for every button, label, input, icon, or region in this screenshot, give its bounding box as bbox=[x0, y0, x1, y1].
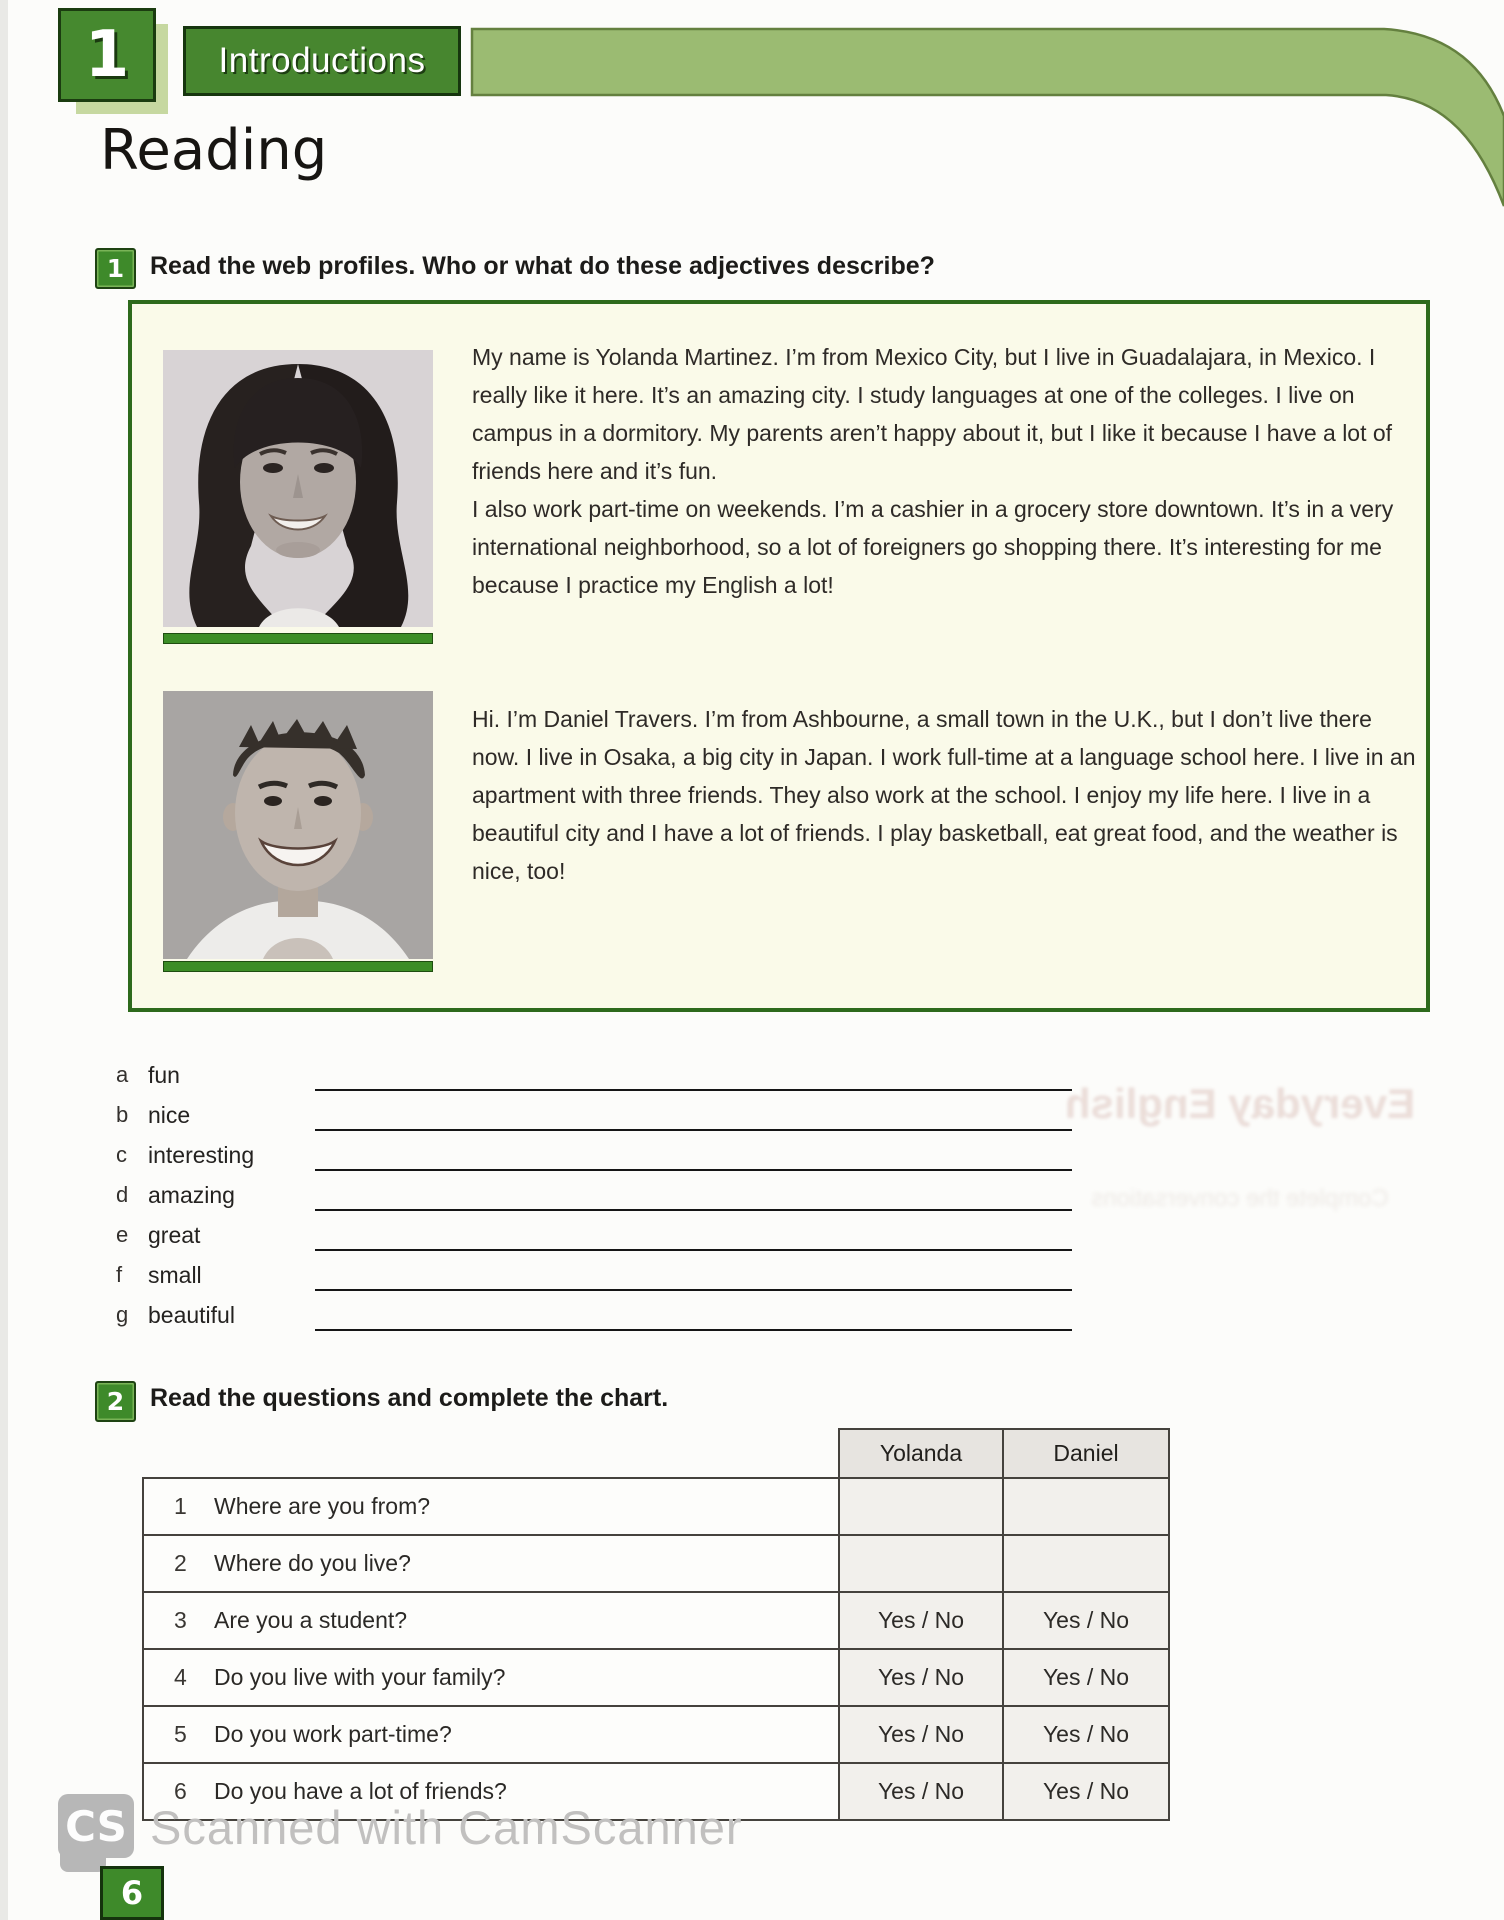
adjective-row bbox=[0, 1142, 1504, 1182]
web-profiles-card bbox=[128, 300, 1430, 1012]
unit-number: 1 bbox=[84, 18, 130, 92]
adjective-row bbox=[0, 1182, 1504, 1222]
question-cell bbox=[143, 1478, 839, 1535]
answer-blank-line bbox=[315, 1182, 1072, 1211]
chart-header-yolanda: Yolanda bbox=[839, 1429, 1003, 1478]
answer-cell-yolanda: Yes / No bbox=[839, 1763, 1003, 1820]
question-text: Do you work part-time? bbox=[214, 1721, 452, 1747]
question-number: 1 bbox=[174, 1493, 187, 1519]
adjective-letter: a bbox=[116, 1062, 129, 1087]
question-number: 6 bbox=[174, 1778, 187, 1804]
yolanda-portrait-icon bbox=[163, 350, 433, 627]
bleedthrough-line: Complete the conversations bbox=[1091, 1185, 1389, 1212]
answer-blank-line bbox=[315, 1102, 1072, 1131]
answer-cell-daniel bbox=[1003, 1478, 1169, 1535]
profile-photo-yolanda bbox=[163, 350, 433, 627]
bleedthrough-title: Everyday English bbox=[1064, 1080, 1416, 1127]
adjective-letter: g bbox=[116, 1302, 129, 1327]
page-number-box bbox=[100, 1866, 164, 1920]
answer-cell-yolanda: Yes / No bbox=[839, 1649, 1003, 1706]
chart-header-empty bbox=[143, 1429, 839, 1478]
adjective-letter: b bbox=[116, 1102, 129, 1127]
exercise2-badge bbox=[95, 1381, 136, 1422]
camscanner-logo-icon bbox=[58, 1794, 134, 1858]
question-cell bbox=[143, 1535, 839, 1592]
chart-row bbox=[143, 1535, 1169, 1592]
chart-row bbox=[143, 1706, 1169, 1763]
answer-cell-daniel bbox=[1003, 1535, 1169, 1592]
answer-blank-line bbox=[315, 1062, 1072, 1091]
section-title: Reading bbox=[100, 118, 328, 183]
questions-chart bbox=[142, 1428, 1170, 1821]
unit-number-box bbox=[58, 8, 156, 102]
adjective-letter: f bbox=[116, 1262, 123, 1287]
question-text: Where do you live? bbox=[214, 1550, 411, 1576]
adjective-row bbox=[0, 1062, 1504, 1102]
adjective-word: fun bbox=[148, 1062, 180, 1088]
answer-cell-yolanda bbox=[839, 1478, 1003, 1535]
question-text: Do you have a lot of friends? bbox=[214, 1778, 507, 1804]
exercise1-instruction: Read the web profiles. Who or what do these adjectives describe? bbox=[150, 252, 935, 280]
adjective-row bbox=[0, 1102, 1504, 1142]
adjective-word: amazing bbox=[148, 1182, 235, 1208]
chart-row bbox=[143, 1592, 1169, 1649]
yolanda-paragraph-1: My name is Yolanda Martinez. I’m from Mexico City, but I live in Guadalajara, in Mexico. I really like it here. It’s an amazing city. I study languages at one of the colleges. I live on campus in a dormitory. My parents aren’t happy about it, but I like it because I have a lot of friends here and it’s fun. bbox=[472, 344, 1393, 484]
adjective-word: beautiful bbox=[148, 1302, 235, 1328]
profile-text-daniel bbox=[472, 700, 1417, 890]
yolanda-paragraph-2: I also work part-time on weekends. I’m a cashier in a grocery store downtown. It’s in a very international neighborhood, so a lot of foreigners go shopping there. It’s interesting for me because I practice my English a lot! bbox=[472, 496, 1394, 598]
adjective-letter: e bbox=[116, 1222, 129, 1247]
question-cell bbox=[143, 1706, 839, 1763]
adjective-word: nice bbox=[148, 1102, 191, 1128]
exercise1-number: 1 bbox=[106, 254, 125, 283]
profile-photo-daniel bbox=[163, 691, 433, 959]
question-text: Do you live with your family? bbox=[214, 1664, 506, 1690]
answer-cell-yolanda: Yes / No bbox=[839, 1706, 1003, 1763]
answer-blank-line bbox=[315, 1302, 1072, 1331]
daniel-photo-underline bbox=[163, 961, 433, 972]
adjective-row bbox=[0, 1302, 1504, 1342]
answer-cell-yolanda: Yes / No bbox=[839, 1592, 1003, 1649]
answer-cell-daniel: Yes / No bbox=[1003, 1706, 1169, 1763]
exercise1-badge bbox=[95, 248, 136, 289]
answer-cell-yolanda bbox=[839, 1535, 1003, 1592]
adjective-letter: d bbox=[116, 1182, 129, 1207]
question-cell bbox=[143, 1592, 839, 1649]
daniel-portrait-icon bbox=[163, 691, 433, 959]
answer-cell-daniel: Yes / No bbox=[1003, 1763, 1169, 1820]
camscanner-watermark: Scanned with CamScanner bbox=[150, 1801, 743, 1854]
question-number: 2 bbox=[174, 1550, 187, 1576]
exercise2-number: 2 bbox=[106, 1387, 125, 1416]
answer-cell-daniel: Yes / No bbox=[1003, 1649, 1169, 1706]
adjective-row bbox=[0, 1262, 1504, 1302]
answer-blank-line bbox=[315, 1262, 1072, 1291]
answer-blank-line bbox=[315, 1142, 1072, 1171]
chart-header-daniel: Daniel bbox=[1003, 1429, 1169, 1478]
adjective-row bbox=[0, 1222, 1504, 1262]
unit-title-box bbox=[183, 26, 461, 96]
adjective-word: great bbox=[148, 1222, 201, 1248]
daniel-paragraph-1: Hi. I’m Daniel Travers. I’m from Ashbourne, a small town in the U.K., but I don’t live there now. I live in Osaka, a big city in Japan. I work full-time at a language school here. I live in an apartment with three friends. They also work at the school. I enjoy my life here. I live in a beautiful city and I have a lot of friends. I play basketball, eat great food, and the weather is nice, too! bbox=[472, 706, 1416, 884]
chart-row bbox=[143, 1478, 1169, 1535]
adjective-word: small bbox=[148, 1262, 202, 1288]
question-text: Where are you from? bbox=[214, 1493, 431, 1519]
adjective-letter: c bbox=[116, 1142, 127, 1167]
page-number: 6 bbox=[120, 1874, 144, 1912]
answer-cell-daniel: Yes / No bbox=[1003, 1592, 1169, 1649]
chart-header-row bbox=[143, 1429, 1169, 1478]
adjective-word: interesting bbox=[148, 1142, 255, 1168]
question-number: 5 bbox=[174, 1721, 187, 1747]
question-text: Are you a student? bbox=[214, 1607, 408, 1633]
exercise2-instruction: Read the questions and complete the chart. bbox=[150, 1384, 669, 1412]
profile-text-yolanda bbox=[472, 338, 1417, 604]
scan-edge-shade bbox=[0, 0, 8, 1920]
unit-title: Introductions bbox=[218, 41, 426, 80]
question-number: 4 bbox=[174, 1664, 187, 1690]
answer-blank-line bbox=[315, 1222, 1072, 1251]
question-cell bbox=[143, 1649, 839, 1706]
yolanda-photo-underline bbox=[163, 633, 433, 644]
chart-row bbox=[143, 1649, 1169, 1706]
question-number: 3 bbox=[174, 1607, 187, 1633]
camscanner-logo-text: CS bbox=[65, 1801, 127, 1851]
